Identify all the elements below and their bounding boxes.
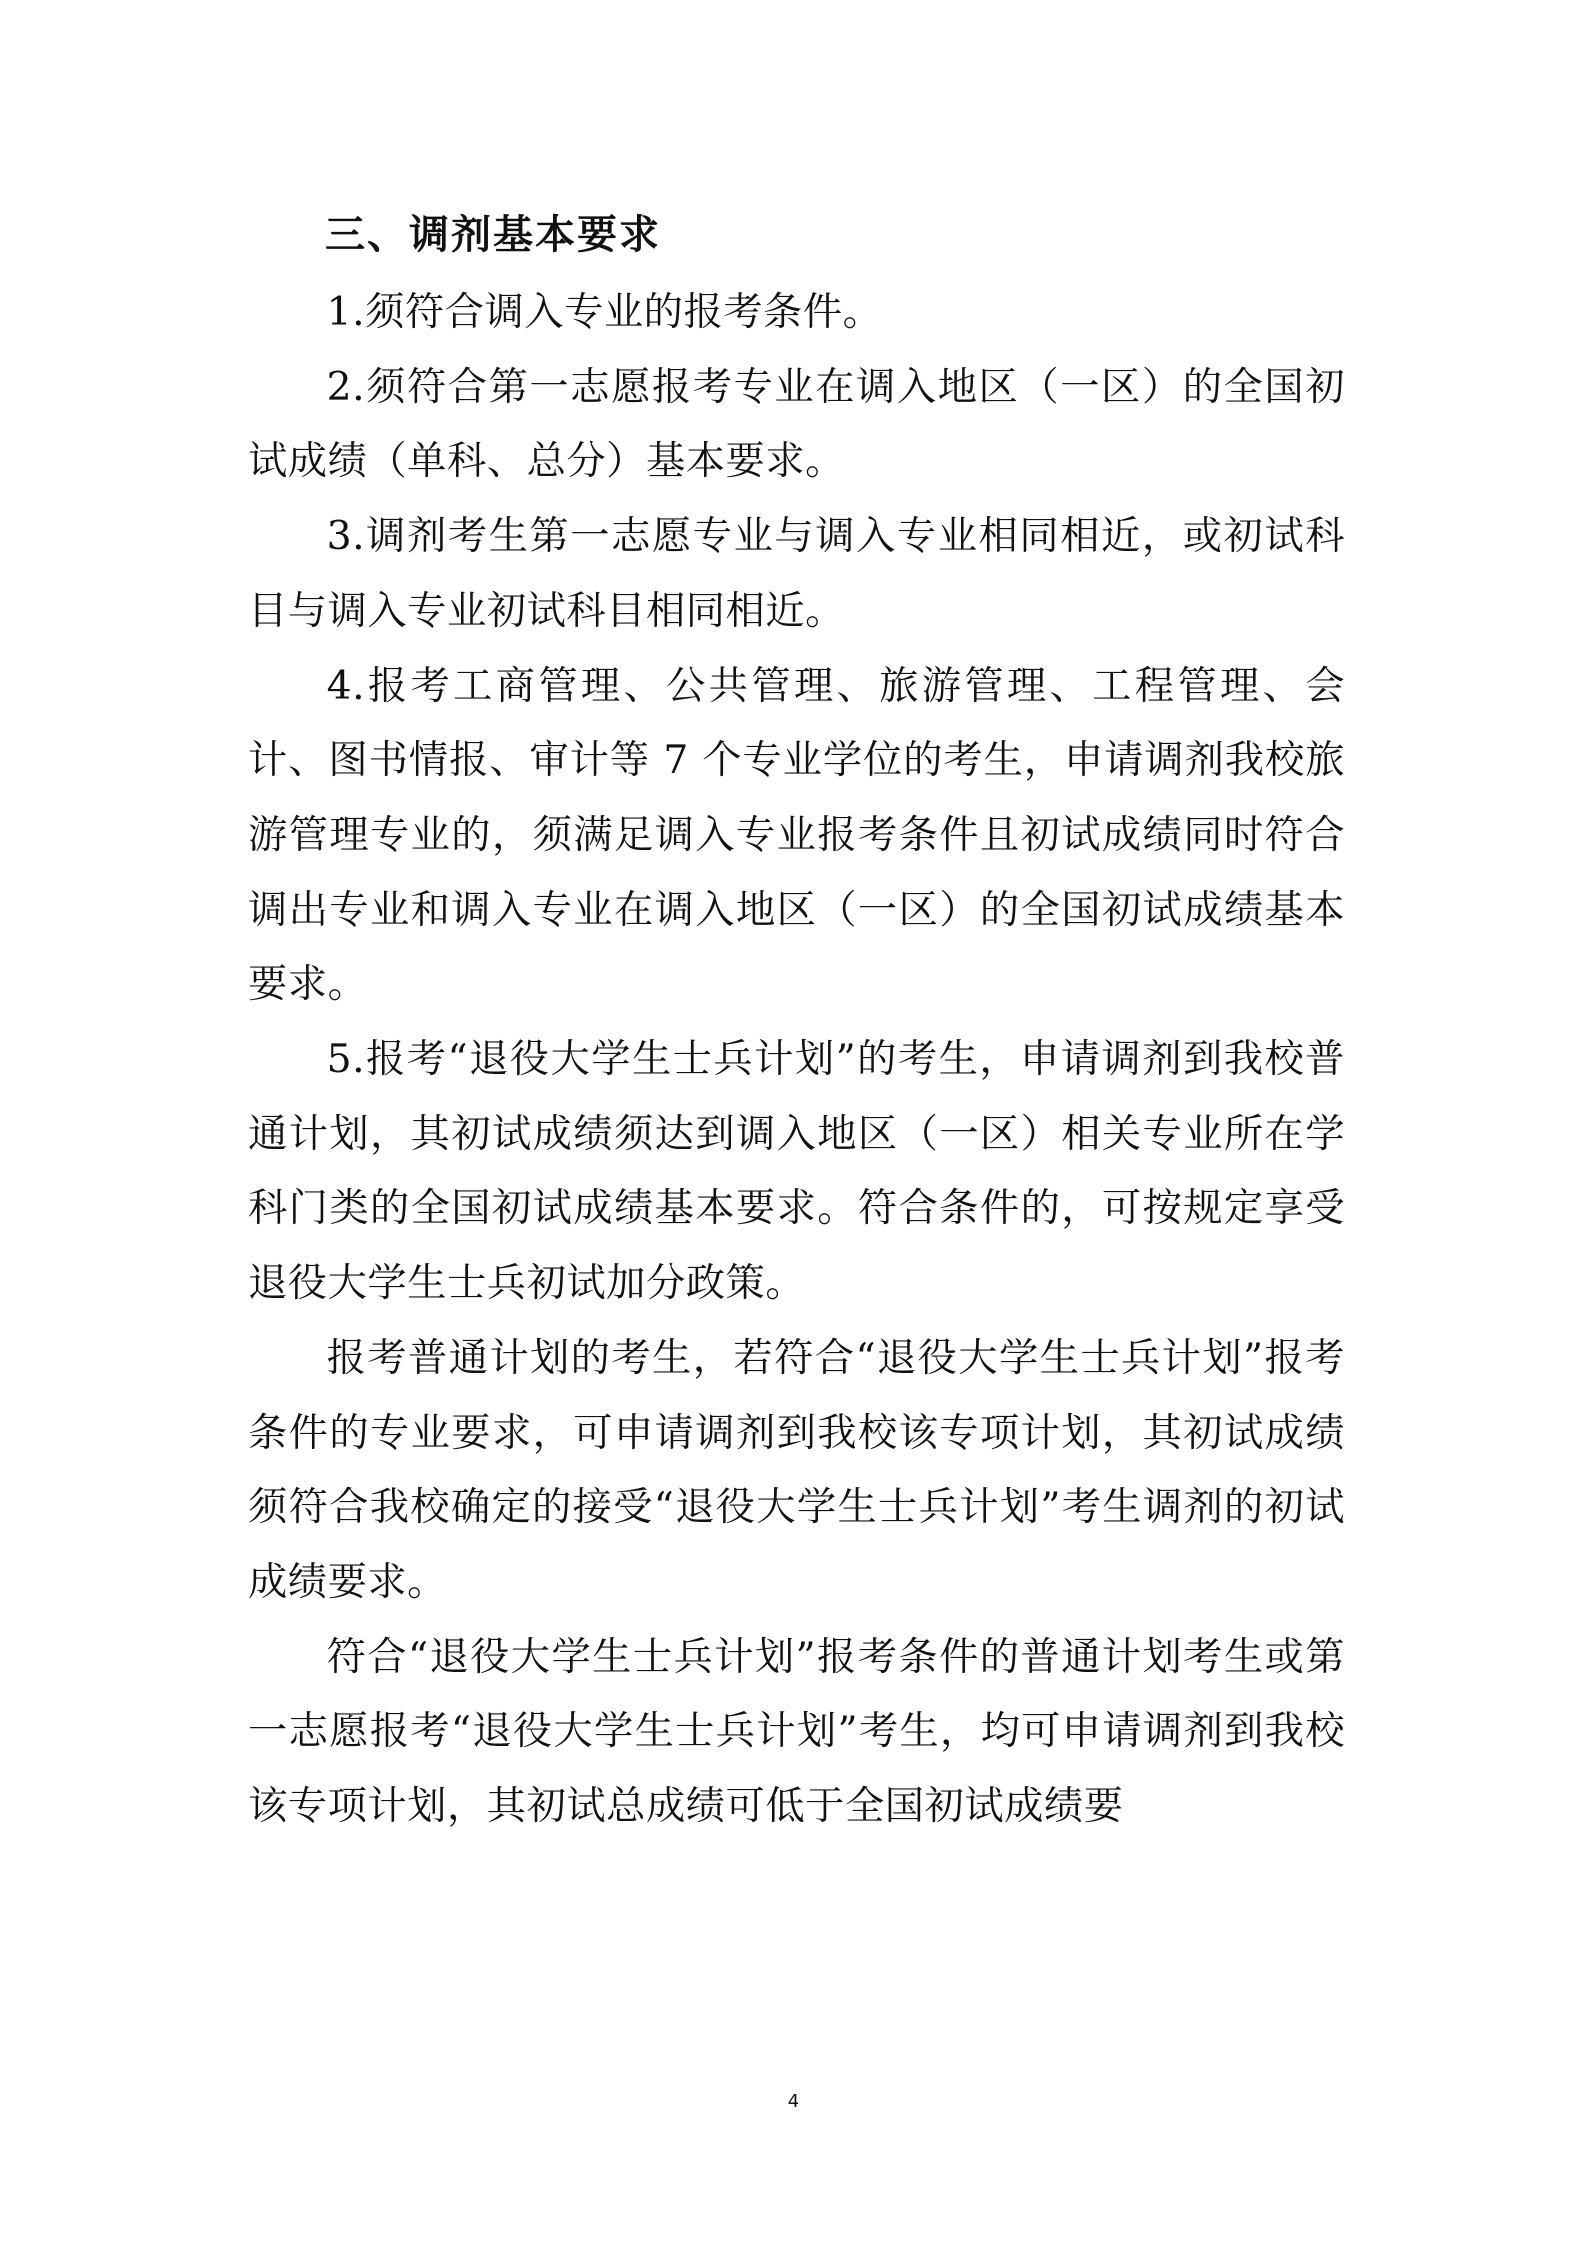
paragraph-2: 2.须符合第一志愿报考专业在调入地区（一区）的全国初试成绩（单科、总分）基本要求。 <box>248 364 1345 485</box>
body-text <box>248 276 1345 1845</box>
paragraph-5: 5.报考“退役大学生士兵计划”的考生，申请调剂到我校普通计划，其初试成绩须达到调入地区（一区）相关专业所在学科门类的全国初试成绩基本要求。符合条件的，可按规定享受退役大学生士兵初试加分政策。 <box>248 1037 1345 1307</box>
paragraph-1: 1.须符合调入专业的报考条件。 <box>326 290 883 335</box>
paragraph-3: 3.调剂考生第一志愿专业与调入专业相同相近，或初试科目与调入专业初试科目相同相近。 <box>248 514 1345 634</box>
section-heading: 三、调剂基本要求 <box>325 212 661 258</box>
paragraph-6: 报考普通计划的考生，若符合“退役大学生士兵计划”报考条件的专业要求，可申请调剂到我校该专项计划，其初试成绩须符合我校确定的接受“退役大学生士兵计划”考生调剂的初试成绩要求。 <box>248 1335 1345 1605</box>
paragraph-4: 4.报考工商管理、公共管理、旅游管理、工程管理、会计、图书情报、审计等 7 个专业学位的考生，申请调剂我校旅游管理专业的，须满足调入专业报考条件且初试成绩同时符合调出专业和调入专业在调入地区（一区）的全国初试成绩基本要求。 <box>248 663 1345 1008</box>
page-number: 4 <box>787 2091 800 2112</box>
paragraph-7: 符合“退役大学生士兵计划”报考条件的普通计划考生或第一志愿报考“退役大学生士兵计划”考生，均可申请调剂到我校该专项计划，其初试总成绩可低于全国初试成绩要 <box>248 1634 1345 1830</box>
